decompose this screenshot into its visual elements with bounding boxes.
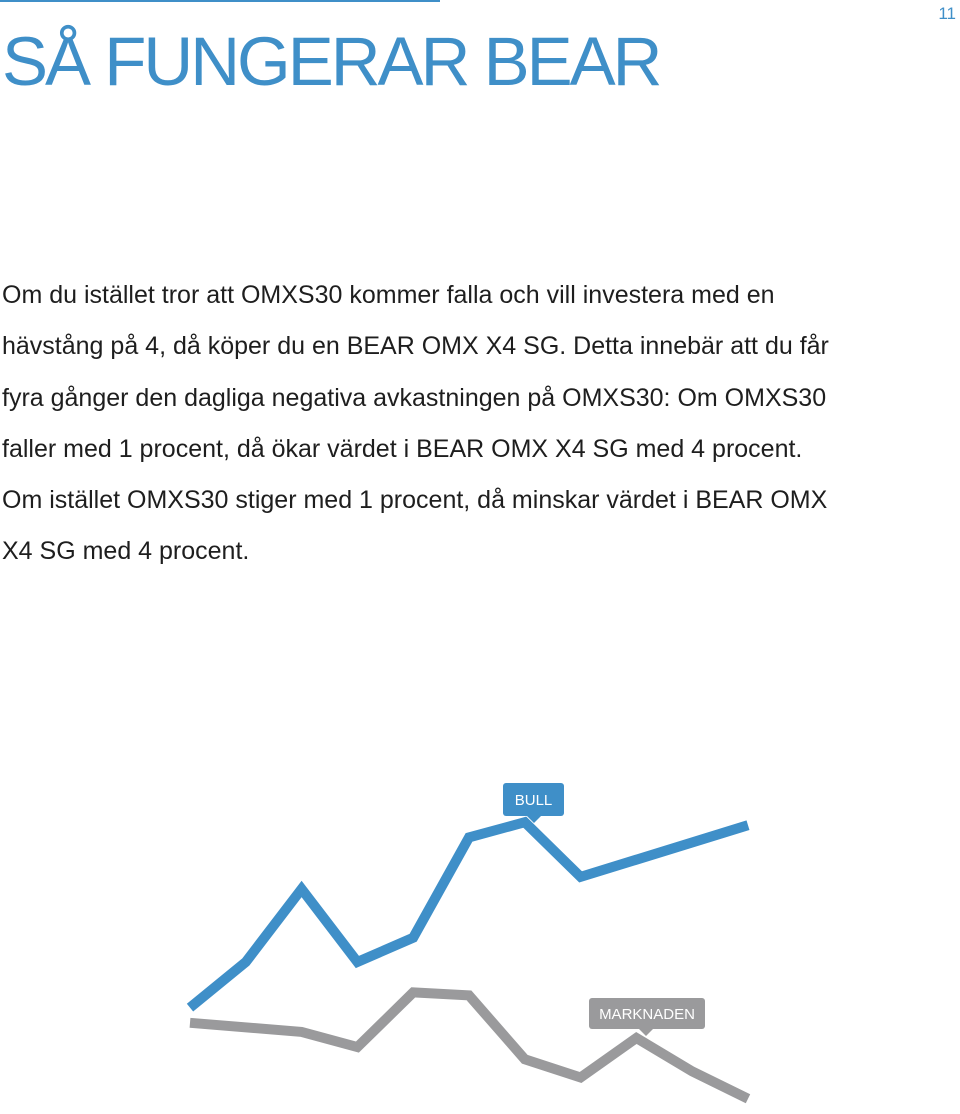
- body-line: fyra gånger den dagliga negativa avkastningen på OMXS30: Om OMXS30: [2, 383, 827, 412]
- line-chart: [0, 760, 960, 1114]
- body-paragraph: [2, 270, 960, 578]
- page-title: SÅ FUNGERAR BEAR: [2, 23, 660, 100]
- page-number: 11: [938, 4, 956, 23]
- chart-svg: [0, 760, 960, 1114]
- top-rule: [0, 0, 440, 2]
- legend-marknaden-label: MARKNADEN: [599, 1006, 695, 1023]
- body-line: Om istället OMXS30 stiger med 1 procent, då minskar värdet i BEAR OMX: [2, 486, 828, 515]
- legend-bull: [503, 783, 564, 823]
- body-line: Om du istället tror att OMXS30 kommer falla och vill investera med en: [2, 281, 775, 309]
- series-line-bull: [190, 822, 748, 1007]
- body-line: hävstång på 4, då köper du en BEAR OMX X4 SG. Detta innebär att du får: [2, 332, 829, 361]
- body-line: faller med 1 procent, då ökar värdet i BEAR OMX X4 SG med 4 procent.: [2, 434, 803, 463]
- legend-bull-label: BULL: [514, 792, 553, 809]
- body-line: X4 SG med 4 procent.: [2, 537, 250, 566]
- legend-marknaden: [589, 998, 705, 1036]
